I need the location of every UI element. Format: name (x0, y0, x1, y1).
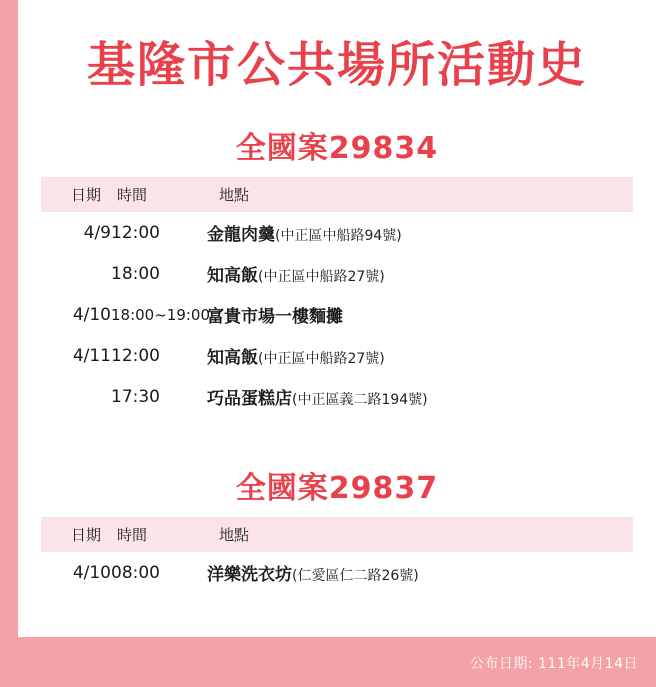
column-header-date: 日期 (41, 517, 111, 552)
column-header-place: 地點 (207, 177, 633, 212)
place-detail: (中正區中船路94號) (275, 228, 402, 245)
place-name: 金龍肉羹 (207, 225, 275, 246)
cell-place (207, 552, 633, 593)
cell-time: 18:00 (111, 263, 160, 284)
place-name: 知高飯 (207, 348, 258, 369)
page-title: 基隆市公共場所活動史 (86, 37, 587, 93)
activity-table-29837 (41, 517, 633, 593)
place-name: 洋樂洗衣坊 (207, 565, 292, 586)
cell-place (207, 376, 633, 417)
table-row (41, 376, 633, 417)
cell-time: 17:30 (111, 386, 160, 407)
cell-place (207, 294, 633, 335)
place-detail: (中正區中船路27號) (258, 351, 385, 368)
table-row (41, 335, 633, 376)
place-name: 富貴市場一樓麵攤 (207, 307, 343, 328)
column-header-time: 時間 (111, 517, 207, 552)
activity-table-29834 (41, 177, 633, 417)
table-row (41, 253, 633, 294)
place-detail: (中正區中船路27號) (258, 269, 385, 286)
cell-date: 4/10 (72, 304, 111, 325)
cell-place (207, 212, 633, 253)
cell-date: 4/10 (72, 562, 111, 583)
cell-time: 08:00 (111, 562, 160, 583)
cell-time: 12:00 (111, 222, 160, 243)
cell-date: 4/11 (72, 345, 111, 366)
table-row (41, 294, 633, 335)
column-header-place: 地點 (207, 517, 633, 552)
publish-date: 公布日期: 111年4月14日 (469, 656, 638, 672)
case-title-29837: 全國案29837 (235, 471, 439, 507)
cell-date (41, 376, 111, 417)
cell-place (207, 335, 633, 376)
cell-time: 12:00 (111, 345, 160, 366)
table-header-row (41, 517, 633, 552)
place-detail: (仁愛區仁二路26號) (292, 568, 419, 585)
cell-date: 4/9 (83, 222, 111, 243)
column-header-time: 時間 (111, 177, 207, 212)
table-row (41, 212, 633, 253)
cell-time: 18:00~19:00 (111, 305, 211, 324)
left-accent-bar (0, 0, 18, 687)
cell-place (207, 253, 633, 294)
cell-date (41, 253, 111, 294)
table-row (41, 552, 633, 593)
place-detail: (中正區義二路194號) (292, 392, 428, 409)
table-header-row (41, 177, 633, 212)
bottom-accent-bar (0, 637, 656, 687)
poster-content (18, 0, 656, 637)
case-title-29834: 全國案29834 (235, 131, 439, 167)
place-name: 知高飯 (207, 266, 258, 287)
place-name: 巧品蛋糕店 (207, 389, 292, 410)
column-header-date: 日期 (41, 177, 111, 212)
